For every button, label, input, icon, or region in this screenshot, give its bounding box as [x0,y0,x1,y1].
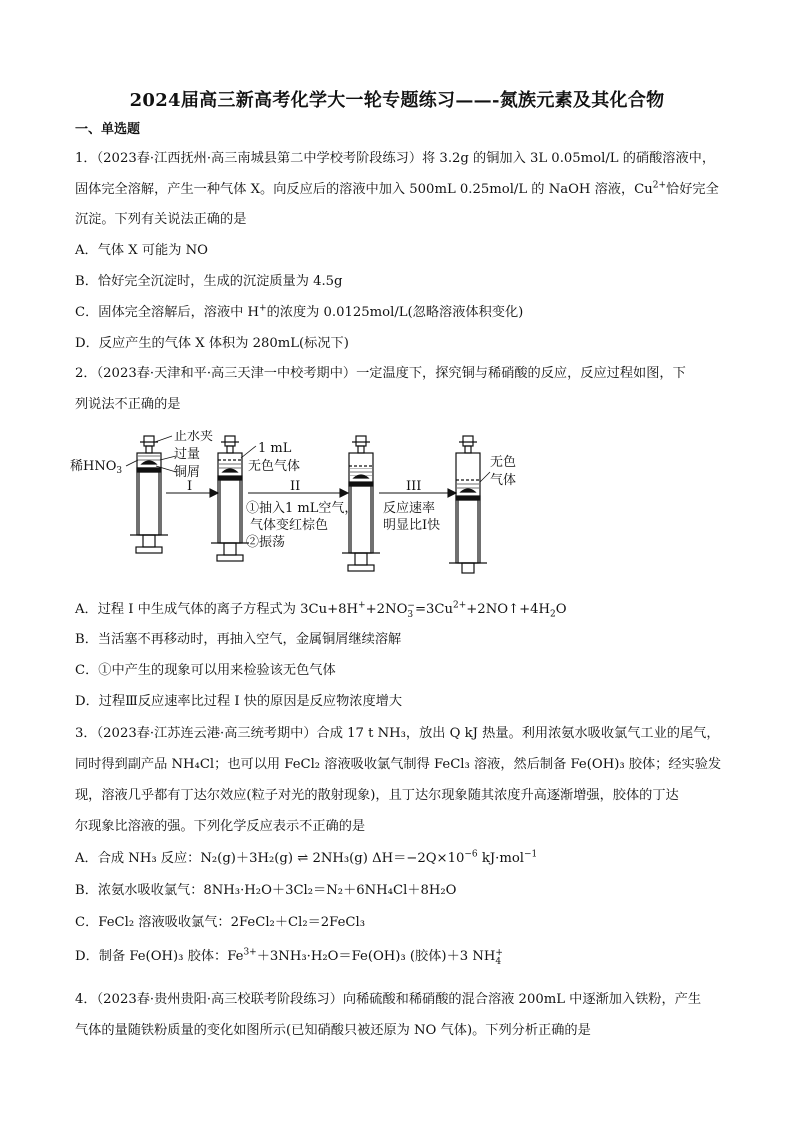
label-op1: ①抽入1 mL空气， [246,501,358,516]
label-excess: 过量 [174,447,201,462]
label-gas1b: 无色气体 [248,459,301,474]
label-step3: III [406,479,422,494]
q2-option-a: A．过程 I 中生成气体的离子方程式为 3Cu+8H++2NO − 3 $=3Cu^{2+}+2NO↑+4H_2O$ [75,600,567,620]
q3-option-c: C．FeCl₂ 溶液吸收氯气：2FeCl₂＋Cl₂＝2FeCl₃ [75,915,366,930]
q1-option-d: D．反应产生的气体 X 体积为 280mL(标况下) [75,336,349,351]
q1-option-b: B．恰好完全沉淀时，生成的沉淀质量为 4.5g [75,274,343,289]
label-op2: ②振荡 [246,535,286,550]
q2-option-d: D．过程Ⅲ反应速率比过程 I 快的原因是反应物浓度增大 [75,694,403,709]
q1-stem-line2: 固体完全溶解，产生一种气体 X。向反应后的溶液中加入 500mL 0.25mol/L 的 NaOH 溶液，$Cu^{2+}$恰好完全 [75,180,719,197]
label-rate2: 明显比I快 [383,518,441,533]
syringe-experiment-figure [70,430,550,580]
q4-stem-line2: 气体的量随铁粉质量的变化如图所示(已知硝酸只被还原为 NO 气体)。下列分析正确的是 [75,1023,591,1038]
label-copper: 铜屑 [174,465,201,480]
label-op1b: 气体变红棕色 [250,518,329,533]
q2-stem-line1: 2．（2023春·天津和平·高三天津一中校考期中）一定温度下，探究铜与稀硝酸的反应，反应过程如图，下 [75,366,686,381]
q3-stem-line3: 现，溶液几乎都有丁达尔效应(粒子对光的散射现象)，且丁达尔现象随其浓度升高逐渐增强，胶体的丁达 [75,788,679,803]
label-gas2b: 气体 [490,473,517,488]
label-acid: 稀$HNO_3$ [70,459,123,476]
label-rate1: 反应速率 [383,501,436,516]
q4-stem-line1: 4．（2023春·贵州贵阳·高三校联考阶段练习）向稀硫酸和稀硝酸的混合溶液 200mL 中逐渐加入铁粉，产生 [75,992,702,1007]
q3-option-a: A．合成 NH₃ 反应：N₂(g)＋3H₂(g) ⇌ 2NH₃(g) $\Delta H=-2Q\times 10^{-6}$ kJ·mol$^{-1}$ [75,849,538,866]
syringe-1 [130,436,168,553]
page-title: 2024届高三新高考化学大一轮专题练习——-氮族元素及其化合物 [129,90,665,111]
q3-stem-line4: 尔现象比溶液的强。下列化学反应表示不正确的是 [75,819,366,834]
q3-option-b: B．浓氨水吸收氯气：8NH₃·H₂O＋3Cl₂＝N₂＋6NH₄Cl＋8H₂O [75,883,457,898]
label-gas1: 1 mL [258,441,292,456]
label-clip: 止水夹 [174,430,214,444]
syringe-2 [211,436,249,561]
q3-option-d: D．制备 Fe(OH)₃ 胶体：$Fe^{3+}+3NH_3\cdot H_2O=Fe(OH)_3$ (胶体)＋3 NH + 4 [75,947,503,967]
syringe-4 [449,436,487,573]
q1-stem-line1: 1．（2023春·江西抚州·高三南城县第二中学校考阶段练习）将 3.2g 的铜加入 3L 0.05mol/L 的硝酸溶液中， [75,151,716,166]
q1-option-c: C．固体完全溶解后，溶液中 H+的浓度为 0.0125mol/L(忽略溶液体积变化) [75,303,524,320]
q3-stem-line2: 同时得到副产品 NH₄Cl；也可以用 FeCl₂ 溶液吸收氯气制得 FeCl₃ 溶液，然后制备 Fe(OH)₃ 胶体；经实验发 [75,757,722,772]
q3-stem-line1: 3．（2023春·江苏连云港·高三统考期中）合成 17 t NH₃，放出 Q kJ 热量。利用浓氨水吸收氯气工业的尾气， [75,726,720,741]
q2-option-b: B．当活塞不再移动时，再抽入空气，金属铜屑继续溶解 [75,632,402,647]
q1-stem-line3: 沉淀。下列有关说法正确的是 [75,212,247,227]
label-step2: II [290,479,301,494]
section-heading: 一、单选题 [75,122,141,137]
q1-option-a: A．气体 X 可能为 NO [75,243,208,258]
q2-option-c: C．①中产生的现象可以用来检验该无色气体 [75,663,336,678]
label-gas2: 无色 [490,455,517,470]
label-step1: I [187,479,193,494]
q2-stem-line2: 列说法不正确的是 [75,397,181,412]
